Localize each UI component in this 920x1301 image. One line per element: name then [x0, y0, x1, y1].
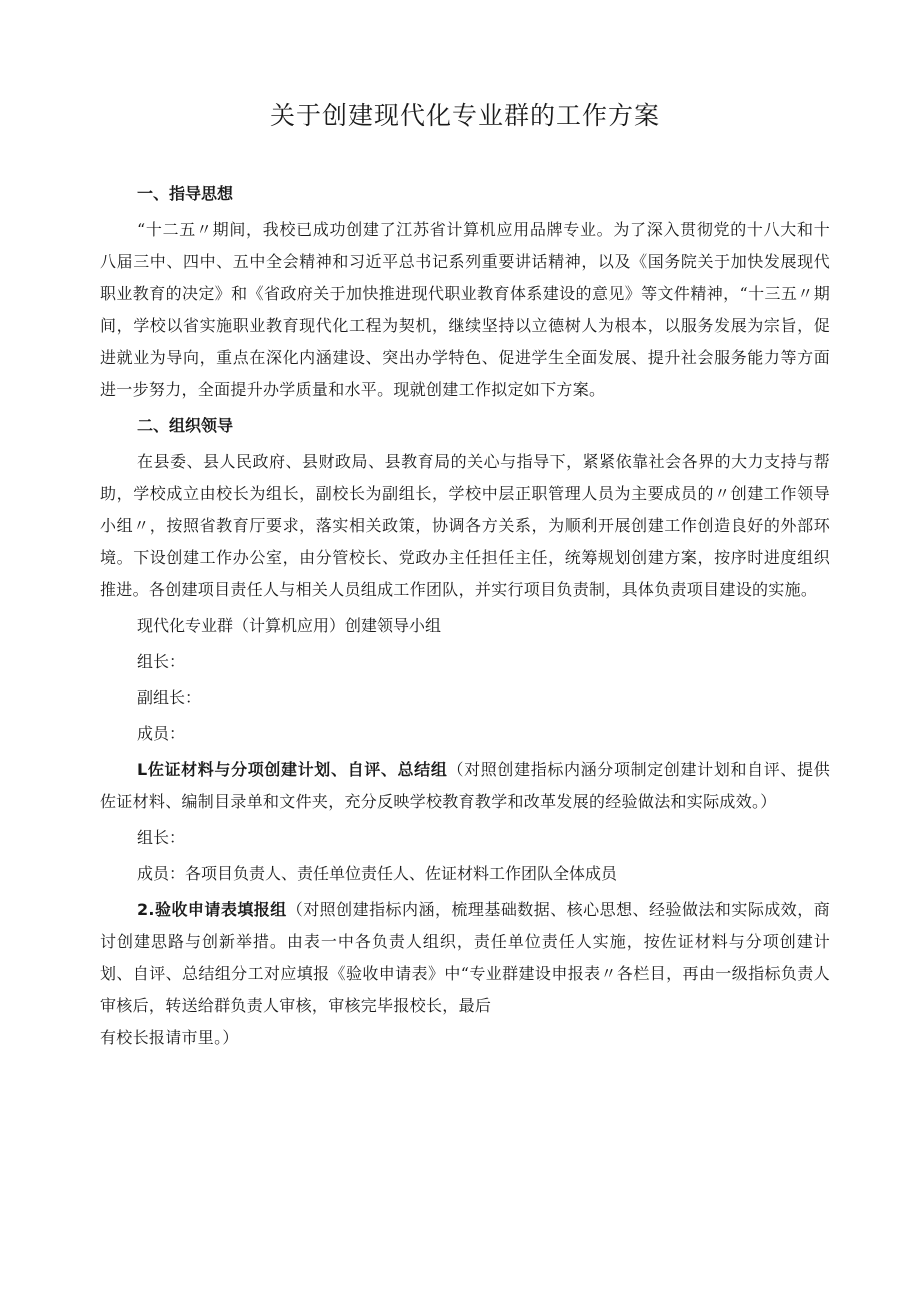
document-body	[100, 178, 830, 1054]
group1-members-line: 成员：各项目负责人、责任单位责任人、佐证材料工作团队全体成员	[137, 864, 618, 883]
section-heading-guiding-ideology: 一、指导思想	[137, 184, 234, 203]
group1-lead: L佐证材料与分项创建计划、自评、总结组	[137, 760, 448, 779]
group1-leader-line: 组长：	[137, 828, 186, 847]
leading-group-members-line: 成员：	[137, 724, 186, 743]
leading-group-leader-line: 组长：	[137, 652, 186, 671]
leading-group-deputy-line: 副组长：	[137, 688, 202, 707]
group2-tail-line: 有校长报请市里。）	[100, 1028, 239, 1047]
leading-group-title: 现代化专业群（计算机应用）创建领导小组	[137, 616, 442, 635]
group1-paragraph	[100, 754, 830, 818]
section-paragraph-organization: 在县委、县人民政府、县财政局、县教育局的关心与指导下，紧紧依靠社会各界的大力支持与帮助，学校成立由校长为组长，副校长为副组长，学校中层正职管理人员为主要成员的〃创建工作领导小组〃，按照省教育厅要求，落实相关政策，协调各方关系，为顺利开展创建工作创造良好的外部环境。下设创建工作办公室，由分管校长、党政办主任担任主任，统筹规划创建方案，按序时进度组织推进。各创建项目责任人与相关人员组成工作团队，并实行项目负责制，具体负责项目建设的实施。	[100, 452, 830, 599]
section-paragraph-guiding-ideology: “十二五〃期间，我校已成功创建了江苏省计算机应用品牌专业。为了深入贯彻党的十八大和十八届三中、四中、五中全会精神和习近平总书记系列重要讲话精神，以及《国务院关于加快发展现代职业教育的决定》和《省政府关于加快推进现代职业教育体系建设的意见》等文件精神，“十三五〃期间，学校以省实施职业教育现代化工程为契机，继续坚持以立德树人为根本，以服务发展为宗旨，促进就业为导向，重点在深化内涵建设、突出办学特色、促进学生全面发展、提升社会服务能力等方面进一步努力，全面提升办学质量和水平。现就创建工作拟定如下方案。	[100, 220, 830, 399]
group1-description: （对照创建指标内涵分项制定创建计划和自评、提供佐证材料、编制目录单和文件夹，充分反映学校教育教学和改革发展的经验做法和实际成效。）	[100, 760, 830, 811]
section-heading-organization: 二、组织领导	[137, 416, 234, 435]
group2-description: （对照创建指标内涵，梳理基础数据、核心思想、经验做法和实际成效，商讨创建思路与创新举措。由表一中各负责人组织，责任单位责任人实施，按佐证材料与分项创建计划、自评、总结组分工对应填报《验收申请表》中“专业群建设申报表〃各栏目，再由一级指标负责人审核后，转送给群负责人审核，审核完毕报校长，最后	[100, 900, 831, 1015]
group2-paragraph	[100, 894, 830, 1022]
group2-lead: 2.验收申请表填报组	[137, 900, 287, 919]
document-title: 关于创建现代化专业群的工作方案	[269, 101, 660, 130]
